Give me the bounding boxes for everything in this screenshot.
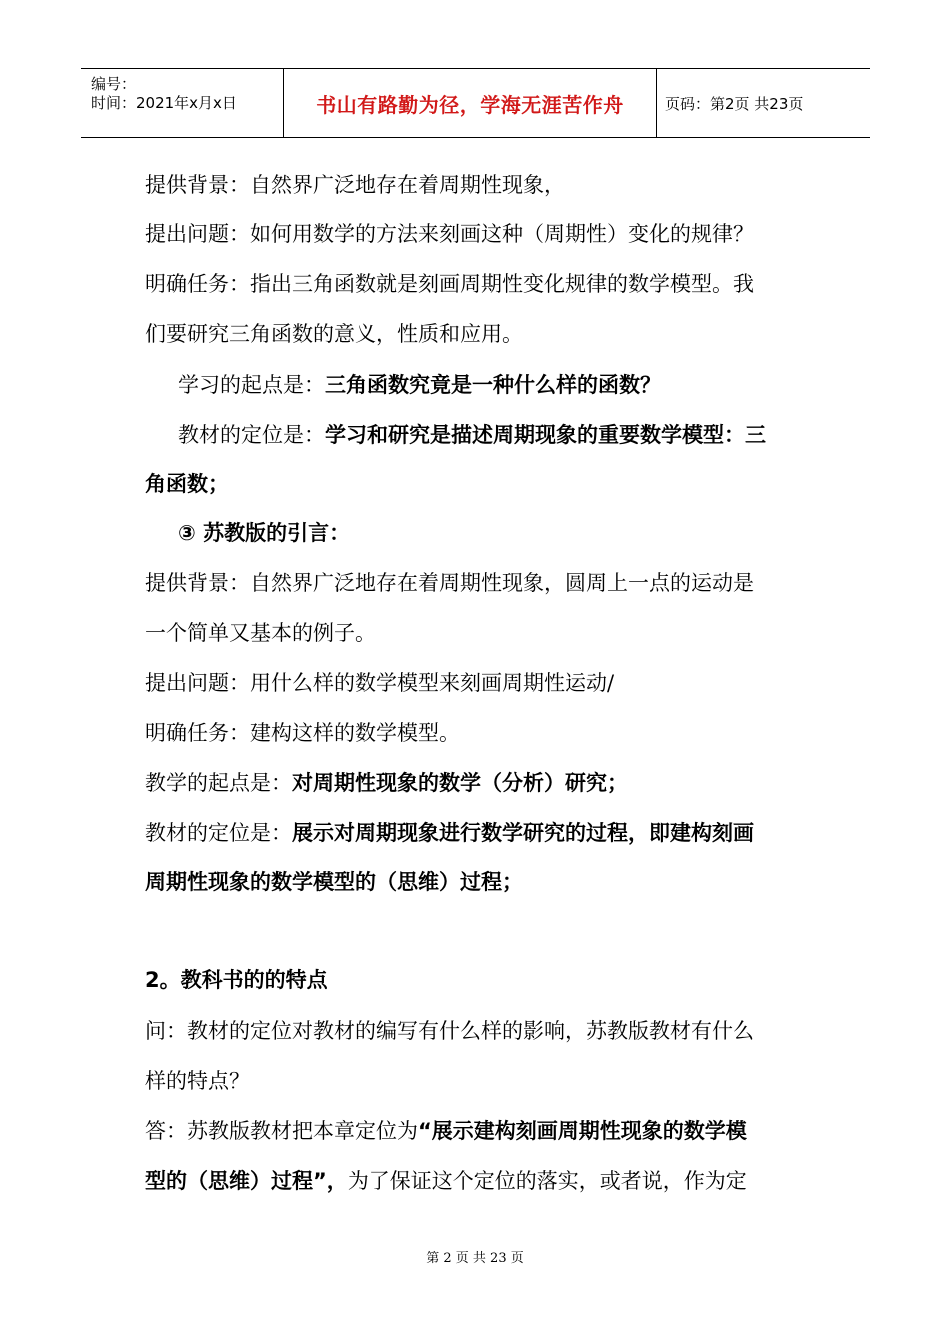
label-text: 教材的定位是： — [178, 423, 325, 447]
paragraph-line — [178, 425, 766, 446]
paragraph-line: 一个简单又基本的例子。 — [145, 621, 376, 645]
bold-text: 对周期性现象的数学（分析）研究； — [292, 771, 628, 795]
bold-text: 学习和研究是描述周期现象的重要数学模型：三 — [325, 423, 766, 447]
paragraph-line — [145, 823, 754, 844]
section-heading — [178, 523, 350, 544]
body-text: 为了保证这个定位的落实，或者说，作为定 — [347, 1169, 747, 1193]
paragraph-line — [145, 474, 229, 495]
bold-text: “展示建构刻画周期性现象的数学模 — [418, 1119, 747, 1143]
label-text: 学习的起点是： — [178, 373, 325, 397]
page-info: 页码：第2页 共23页 — [665, 95, 804, 113]
bold-text: 型的（思维）过程”， — [145, 1169, 348, 1193]
paragraph-line — [145, 1121, 747, 1142]
bold-text: ③ 苏教版的引言： — [178, 521, 351, 545]
paragraph-line: 明确任务：建构这样的数学模型。 — [145, 721, 460, 745]
paragraph-line — [145, 872, 523, 893]
header-right-cell — [656, 69, 870, 137]
header-motto-cell — [283, 69, 657, 137]
page-footer: 第 2 页 共 23 页 — [426, 1251, 524, 1266]
bold-text: 角函数； — [145, 472, 229, 496]
bold-text: 展示对周期现象进行数学研究的过程，即建构刻画 — [292, 821, 754, 845]
paragraph-line: 样的特点？ — [145, 1069, 250, 1093]
paragraph-line: 提供背景：自然界广泛地存在着周期性现象，圆周上一点的运动是 — [145, 571, 754, 595]
label-text: 教学的起点是： — [145, 771, 292, 795]
bold-text: 2。教科书的的特点 — [145, 968, 328, 992]
motto: 书山有路勤为径，学海无涯苦作舟 — [316, 93, 624, 117]
bold-text: 三角函数究竟是一种什么样的函数？ — [325, 373, 661, 397]
page-header — [81, 68, 870, 138]
time-label: 时间：2021年x月x日 — [91, 94, 237, 112]
paragraph-line — [145, 773, 628, 794]
paragraph-line: 提出问题：用什么样的数学模型来刻画周期性运动/ — [145, 671, 615, 695]
paragraph-line: 提出问题：如何用数学的方法来刻画这种（周期性）变化的规律？ — [145, 222, 754, 246]
paragraph-line: 们要研究三角函数的意义，性质和应用。 — [145, 322, 523, 346]
label-text: 答：苏教版教材把本章定位为 — [145, 1119, 418, 1143]
paragraph-line: 问：教材的定位对教材的编写有什么样的影响，苏教版教材有什么 — [145, 1019, 754, 1043]
paragraph-line: 提供背景：自然界广泛地存在着周期性现象， — [145, 173, 565, 197]
section-heading — [145, 970, 328, 991]
paragraph-line — [178, 375, 661, 396]
number-label: 编号： — [91, 75, 137, 93]
paragraph-line: 明确任务：指出三角函数就是刻画周期性变化规律的数学模型。我 — [145, 272, 754, 296]
label-text: 教材的定位是： — [145, 821, 292, 845]
bold-text: 周期性现象的数学模型的（思维）过程； — [145, 870, 523, 894]
paragraph-line — [145, 1171, 747, 1192]
header-left-cell — [81, 69, 282, 137]
